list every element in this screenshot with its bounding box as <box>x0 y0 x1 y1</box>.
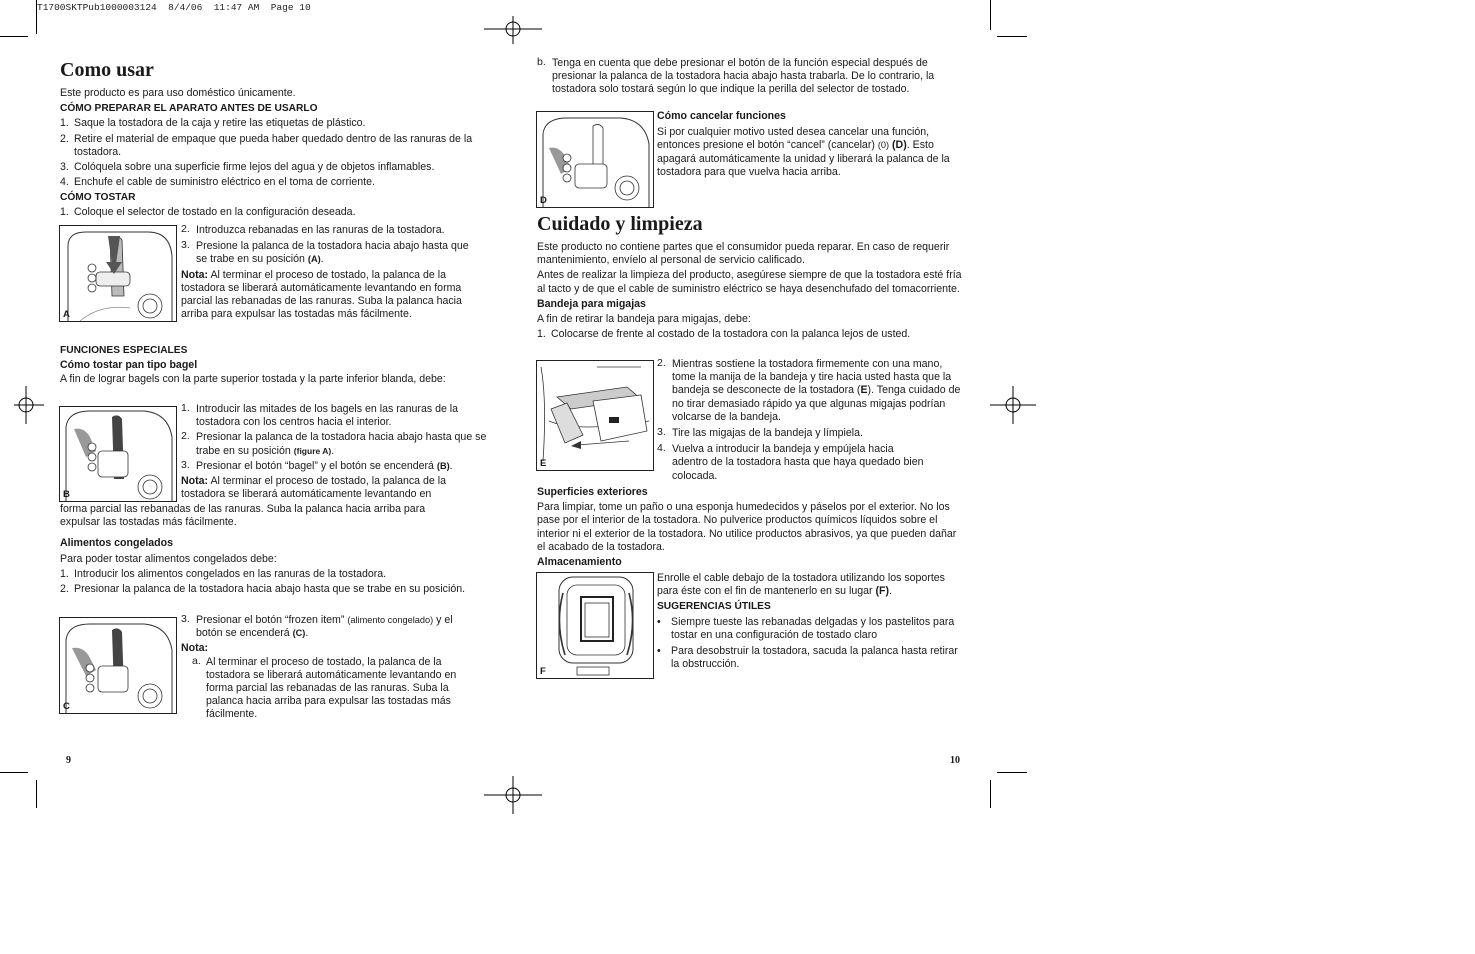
page-number: 10 <box>950 755 960 766</box>
crumb-steps-block <box>657 358 965 483</box>
list-item: 3. Colóquela sobre una superficie firme lejos del agua y de objetos inflamables. <box>60 161 435 174</box>
section-heading: FUNCIONES ESPECIALES <box>60 345 188 356</box>
special-functions-block <box>60 344 490 387</box>
print-slug: T1700SKTPub1000003124 8/4/06 11:47 AM Page 10 <box>37 2 311 13</box>
care-text: Antes de realizar la limpieza del producto, asegúrese siempre de que la tostadora esté fría al tacto y de que el cable de suministro eléctrico se haya desenchufado del tomacorriente. <box>537 269 962 295</box>
figure-label: F <box>540 666 546 677</box>
bagel-steps-block <box>181 403 489 501</box>
list-item: 2. Presionar la palanca de la tostadora hacia abajo hasta que se trabe en su posición. <box>60 583 466 596</box>
page-number: 9 <box>66 755 71 766</box>
frozen-intro: Para poder tostar alimentos congelados debe: <box>60 552 277 565</box>
list-item: 2. Mientras sostiene la tostadora firmemente con una mano, tome la manija de la bandeja y tire hacia usted hasta que la bandeja se desconecte de la tostadora (E). Tenga cuidado de no tirar demasiado rápido ya que algunas migajas podrían volcarse de la bandeja. <box>657 357 961 423</box>
list-item: 1. Coloque el selector de tostado en la configuración deseada. <box>60 205 356 218</box>
list-item: 1. Colocarse de frente al costado de la tostadora con la palanca lejos de usted. <box>537 328 911 341</box>
bagel-intro: A fin de lograr bagels con la parte superior tostada y la parte inferior blanda, debe: <box>60 373 446 386</box>
crop-mark <box>997 772 1027 773</box>
figure-a <box>59 225 177 322</box>
subsection-heading: Alimentos congelados <box>60 537 174 550</box>
registration-mark <box>0 376 58 434</box>
list-item: 1. Introducir las mitades de los bagels en las ranuras de la tostadora con los centros hacia el interior. <box>181 402 459 429</box>
list-item: 3. Presionar el botón “bagel” y el botón se encenderá (B). <box>181 458 453 472</box>
subsection-heading: Cómo tostar pan tipo bagel <box>60 359 198 372</box>
registration-mark <box>984 376 1042 434</box>
note-label: Nota: <box>181 642 209 655</box>
registration-mark <box>484 0 542 58</box>
crumb-tray-illustration <box>537 361 653 470</box>
toaster-illustration <box>60 618 176 713</box>
crumb-intro: A fin de retirar la bandeja para migajas, debe: <box>537 313 751 326</box>
list-item: b. Tenga en cuenta que debe presionar el botón de la función especial después de presionar la palanca de la tostadora hacia abajo hasta trabarla. De lo contrario, la tostadora solo tostará según lo que indique la perilla del selector de tostado. <box>537 56 935 96</box>
list-item: 3. Presionar el botón “frozen item” (alimento congelado) y el botón se encenderá (C). <box>181 613 453 640</box>
intro-text: Este producto es para uso doméstico únicamente. <box>60 87 296 99</box>
section-heading: CÓMO TOSTAR <box>60 192 136 204</box>
toaster-illustration <box>537 112 653 207</box>
toaster-illustration <box>60 407 176 501</box>
cancel-text: Si por cualquier motivo usted desea cancelar una función, entonces presione el botón “cancel” (cancelar) (0) (D). Esto apagará automáticamente la unidad y liberará la palanca de la tostadora para que vuelva hacia arriba. <box>657 126 950 178</box>
exterior-text: Para limpiar, tome un paño o una esponja humedecidos y páselos por el exterior. No los pase por el interior de la tostadora. No pulverice productos químicos líquidos sobre el interior ni el exterior de la tostadora. No utilice productos abrasivos, ya que pueden dañar el acabado de la tostadora. <box>537 501 957 553</box>
subsection-heading: Cómo cancelar funciones <box>657 110 786 122</box>
cord-storage-illustration <box>537 573 653 678</box>
figure-b <box>59 406 177 502</box>
list-item: 4. Enchufe el cable de suministro eléctrico en el toma de corriente. <box>60 176 375 189</box>
subsection-heading: Superficies exteriores <box>537 486 648 498</box>
left-page <box>60 58 490 219</box>
figure-label: C <box>63 701 70 712</box>
section-heading: SUGERENCIAS ÚTILES <box>657 601 771 613</box>
crop-mark <box>36 0 37 34</box>
list-item: 2. Retire el material de empaque que pueda haber quedado dentro de las ranuras de la tostadora. <box>60 132 473 158</box>
list-item: a. Al terminar el proceso de tostado, la palanca de la tostadora se liberará automáticamente levantando en forma parcial las rebanadas de las ranuras. Suba la palanca hacia arriba para expulsar las tostadas más fácilmente. <box>192 654 457 721</box>
crop-mark <box>0 36 28 37</box>
bullet-icon: • <box>657 615 661 628</box>
note-text: Nota: Al terminar el proceso de tostado, la palanca de la tostadora se liberará automáticamente levantando en forma parcial las rebanadas de las ranuras. Suba la palanca hacia arriba para expulsar las tostadas más fácilmente. <box>181 268 462 321</box>
list-item: 1. Introducir los alimentos congelados en las ranuras de la tostadora. <box>60 567 387 580</box>
crop-mark <box>36 780 37 808</box>
note-b-block <box>537 57 957 97</box>
toaster-illustration <box>60 226 176 321</box>
figure-label: E <box>540 458 547 469</box>
note-text: forma parcial las rebanadas de las ranuras. Suba la palanca hacia arriba para expulsar las tostadas más fácilmente. <box>60 503 426 529</box>
list-item: • Siempre tueste las rebanadas delgadas y los pastelitos para tostar en una configuración de tostado claro <box>657 615 955 641</box>
list-item: 3. Presione la palanca de la tostadora hacia abajo hasta que se trabe en su posición (A). <box>181 239 469 266</box>
list-item: 4. Vuelva a introducir la bandeja y empújela hacia adentro de la tostadora hasta que haya quedado bien colocada. <box>657 442 924 482</box>
list-item: 2. Introduzca rebanadas en las ranuras de la tostadora. <box>181 223 445 236</box>
figure-label: D <box>540 195 547 206</box>
exterior-block <box>537 486 967 569</box>
crop-mark <box>990 780 991 808</box>
section-heading: CÓMO PREPARAR EL APARATO ANTES DE USARLO <box>60 103 318 115</box>
care-block <box>537 212 967 341</box>
storage-text: Enrolle el cable debajo de la tostadora utilizando los soportes para éste con el fin de mantenerlo en su lugar (F). <box>657 572 945 598</box>
figure-e <box>536 360 654 471</box>
figure-label: B <box>63 489 70 500</box>
frozen-steps-block <box>181 614 481 722</box>
list-item: • Para desobstruir la tostadora, sacuda la palanca hasta retirar la obstrucción. <box>657 645 958 671</box>
list-item: 3. Tire las migajas de la bandeja y límpiela. <box>657 426 863 440</box>
page-title: Como usar <box>60 59 154 81</box>
care-text: Este producto no contiene partes que el consumidor pueda reparar. En caso de requerir mantenimiento, envíelo al personal de servicio calificado. <box>537 241 950 267</box>
subsection-heading: Almacenamiento <box>537 556 622 569</box>
crop-mark <box>997 36 1027 37</box>
figure-d <box>536 111 654 208</box>
cancel-block <box>657 110 967 179</box>
crop-mark <box>0 772 28 773</box>
storage-block <box>657 572 969 671</box>
list-item: 2. Presionar la palanca de la tostadora hacia abajo hasta que se trabe en su posición (figure A). <box>181 430 487 457</box>
toast-steps-block <box>181 224 481 321</box>
figure-label: A <box>63 309 70 320</box>
subsection-heading: Bandeja para migajas <box>537 297 646 310</box>
section-title: Cuidado y limpieza <box>537 213 703 235</box>
list-item: 1. Saque la tostadora de la caja y retire las etiquetas de plástico. <box>60 117 366 130</box>
crop-mark <box>990 0 991 30</box>
registration-mark <box>484 766 542 824</box>
note-text: Nota: Al terminar el proceso de tostado, la palanca de la tostadora se liberará automáticamente levantando en <box>181 475 446 501</box>
figure-c <box>59 617 177 714</box>
figure-f <box>536 572 654 679</box>
bullet-icon: • <box>657 645 661 658</box>
frozen-block <box>60 503 480 596</box>
